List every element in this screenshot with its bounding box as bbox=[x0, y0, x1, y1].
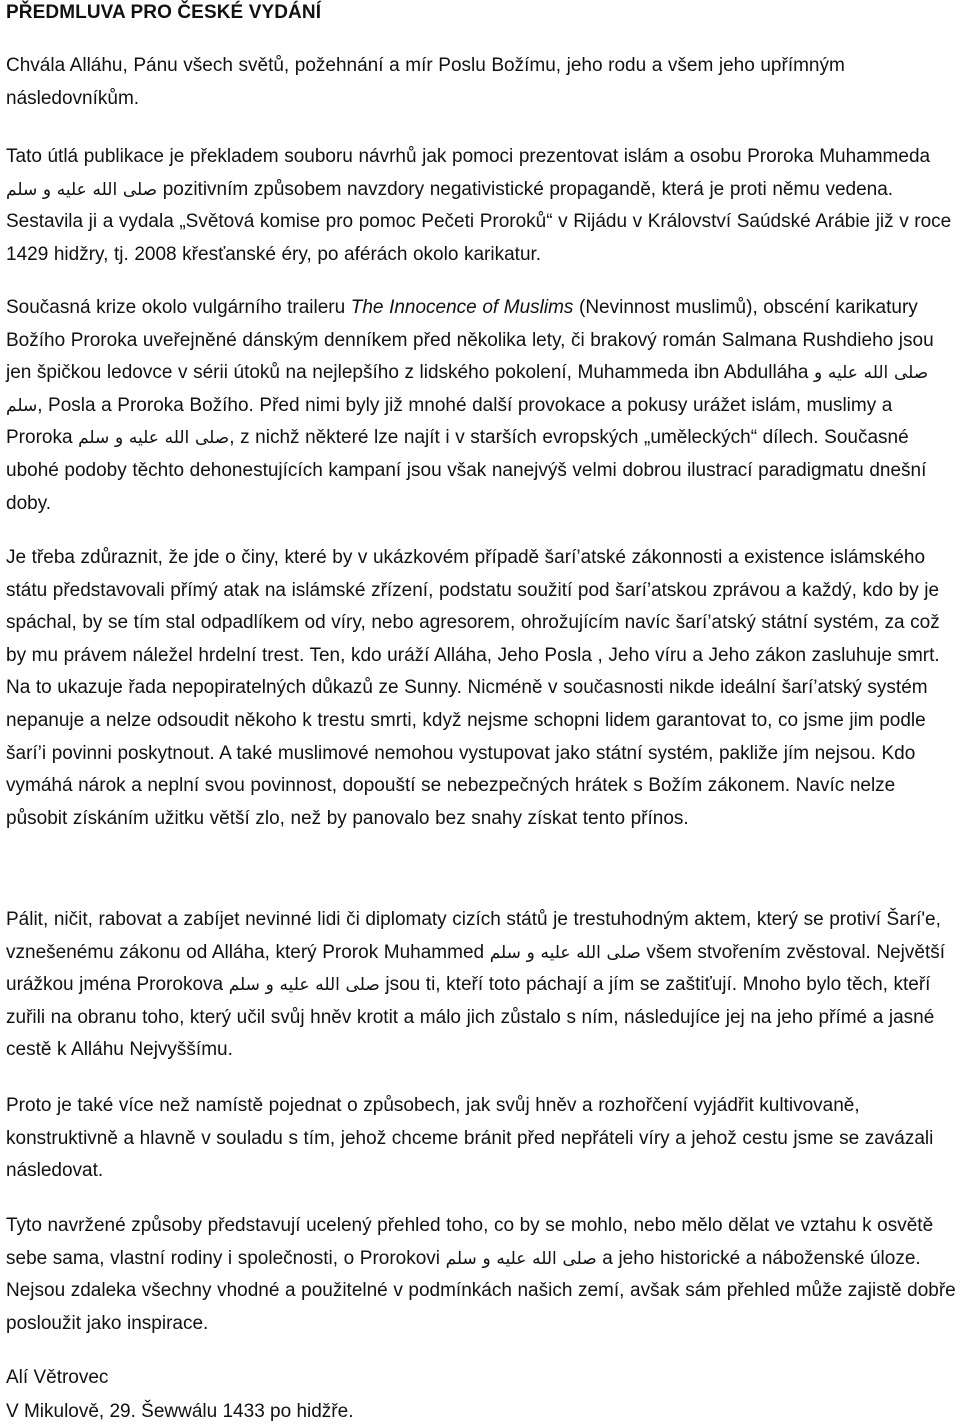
paragraph-text: Tyto navržené způsoby představují ucelený přehled toho, co by se mohlo, nebo mělo dělat ve vztahu k osvětě sebe sama, vlastní rodiny i společnosti, o Prorokovi bbox=[6, 1215, 934, 1269]
arabic-salutation: صلى الله عليه و سلم bbox=[78, 428, 230, 449]
paragraph-overview bbox=[6, 1210, 956, 1340]
paragraph-text: Chvála Alláhu, Pánu všech světů, požehnání a mír Poslu Božímu, jeho rodu a všem jeho upřímným následovníkům. bbox=[6, 55, 845, 109]
paragraph-text: jsou ti, kteří toto páchají a jím se zaštiťují. Mnoho bylo těch, kteří zuřili na obranu toho, který učil svůj hněv krotit a málo jich zůstalo s ním, následujíce jej na jeho přímé a jasné cestě k Alláhu Nejvyššímu. bbox=[6, 974, 935, 1061]
arabic-salutation: صلى الله عليه و سلم bbox=[6, 179, 158, 200]
paragraph-text: Je třeba zdůraznit, že jde o činy, které by v ukázkovém případě šarí’atské zákonnosti a existence islámského státu představovali přímý atak na islámské zřízení, podstatu soužití pod šarí’atskou zprávou a každý, kdo by je spáchal, by se tím stal odpadlíkem od víry, nebo agresorem, ohrožujícím navíc šarí’atský státní systém, za což by mu právem náležel hrdelní trest. Ten, kdo uráží Alláha, Jeho Posla , Jeho víru a Jeho zákon zasluhuje smrt. Na to ukazuje řada nepopiratelných důkazů ze Sunny. Nicméně v současnosti nikde ideální šarí’atský systém nepanuje a nelze odsoudit někoho k trestu smrti, když nejsme schopni lidem garantovat to, co jsme jim podle šarí’i povinni poskytnout. A také muslimové nemohou vystupovat jako státní systém, pakliže jím nejsou. Kdo vymáhá nárok a neplní svou povinnost, dopouští se nebezpečných hrátek s Božím zákonem. Navíc nelze působit získáním užitku větší zlo, než by panovalo bez snahy získat tento přínos. bbox=[6, 547, 940, 829]
signature-place-date: V Mikulově, 29. Šewwálu 1433 po hidžře. bbox=[6, 1401, 354, 1422]
arabic-salutation: صلى الله عليه و سلم bbox=[6, 363, 929, 416]
paragraph-text: a jeho historické a náboženské úloze. Nejsou zdaleka všechny vhodné a použitelné v podmínkách našich zemí, avšak sám přehled může zajistě dobře posloužit jako inspirace. bbox=[6, 1247, 956, 1334]
page-title: PŘEDMLUVA PRO ČESKÉ VYDÁNÍ bbox=[6, 2, 322, 23]
paragraph-text: Proto je také více než namístě pojednat o způsobech, jak svůj hněv a rozhořčení vyjádřit kultivovaně, konstruktivně a hlavně v souladu s tím, jehož chceme bránit před nepřáteli víry a jehož cestu jsme se zavázali následovat. bbox=[6, 1095, 934, 1182]
arabic-salutation: صلى الله عليه و سلم bbox=[489, 942, 641, 963]
paragraph-text: Současná krize okolo vulgárního traileru bbox=[6, 297, 351, 318]
paragraph-text: (Nevinnost muslimů), obscéní karikatury Božího Proroka uveřejněné dánským denníkem před několika lety, či brakový román Salmana Rushdieho jsou jen špičkou ledovce v sérii útoků na nejlepšího z lidského pokolení, Muhammeda ibn Abdulláha bbox=[6, 297, 934, 384]
paragraph-text: Tato útlá publikace je překladem souboru návrhů jak pomoci prezentovat islám a osobu Proroka Muhammeda bbox=[6, 146, 931, 167]
paragraph-text: Pálit, ničit, rabovat a zabíjet nevinné lidi či diplomaty cizích států je trestuhodným aktem, který se protiví Šarí'e, vznešenému zákonu od Alláha, který Prorok Muhammed bbox=[6, 909, 941, 963]
paragraph-sharia bbox=[6, 542, 956, 835]
paragraph-publication bbox=[6, 141, 956, 271]
paragraph-text: , z nichž některé lze najít i v starších evropských „uměleckých“ dílech. Současné ubohé podoby těchto dehonestujících kampaní jsou však nanejvýš velmi dobrou ilustrací paradigmatu dnešní doby. bbox=[6, 427, 927, 514]
paragraph-text: , Posla a Proroka Božího. Před nimi byly již mnohé další provokace a pokusy urážet islám, muslimy a Proroka bbox=[6, 394, 893, 449]
paragraph-purpose bbox=[6, 1090, 956, 1188]
signature-author: Alí Větrovec bbox=[6, 1367, 109, 1388]
paragraph-opening bbox=[6, 50, 956, 115]
arabic-salutation: صلى الله عليه و سلم bbox=[445, 1248, 597, 1269]
arabic-salutation: صلى الله عليه و سلم bbox=[228, 975, 380, 996]
paragraph-text: všem stvořením zvěstoval. Největší urážkou jména Prorokova bbox=[6, 941, 946, 996]
paragraph-text: pozitivním způsobem navzdory negativistické propagandě, která je proti němu vedena. Sestavila ji a vydala „Světová komise pro pomoc Pečeti Proroků“ v Rijádu v Království Saúdské Arábie již v roce 1429 hidžry, tj. 2008 křesťanské éry, po aférách okolo karikatur. bbox=[6, 178, 952, 265]
paragraph-crisis bbox=[6, 292, 956, 520]
paragraph-violence bbox=[6, 904, 956, 1067]
film-title: The Innocence of Muslims bbox=[350, 297, 574, 318]
